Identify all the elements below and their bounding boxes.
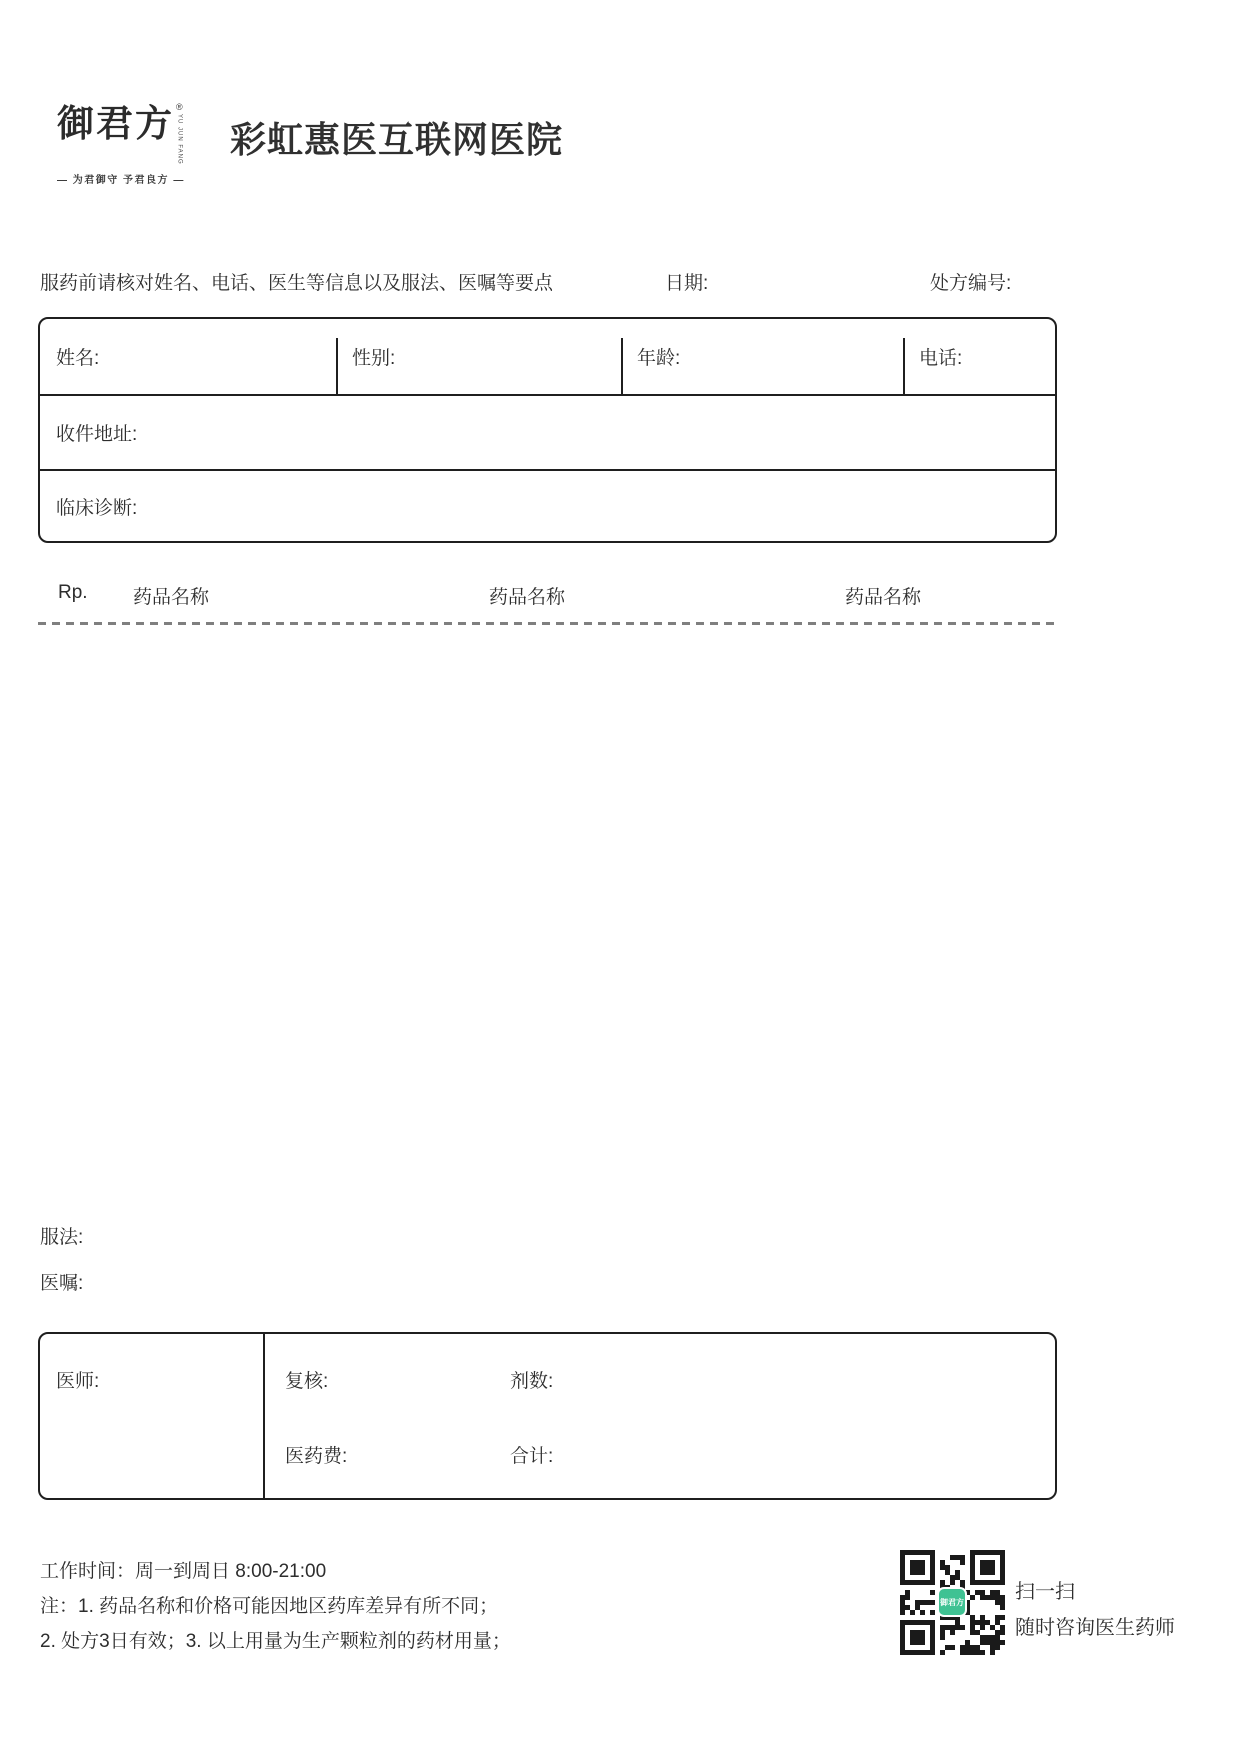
- doses-label: 剂数:: [510, 1371, 554, 1392]
- gender-field: [336, 319, 621, 394]
- name-field: [40, 319, 336, 394]
- drug-name-column-3: 药品名称: [845, 587, 922, 608]
- scan-hint: 扫一扫: [1015, 1581, 1075, 1603]
- cell-divider: [903, 338, 905, 394]
- total-label: 合计:: [510, 1446, 554, 1467]
- doctor-label: 医师:: [56, 1371, 100, 1392]
- qr-center-badge: 御君方: [937, 1587, 967, 1617]
- verification-notice: 服药前请核对姓名、电话、医生等信息以及服法、医嘱等要点: [40, 273, 554, 294]
- patient-info-box: [38, 317, 1057, 543]
- diagnosis-label: 临床诊断:: [56, 497, 138, 519]
- age-field: [621, 319, 903, 394]
- date-label: 日期:: [665, 273, 709, 294]
- brand-logo: [57, 103, 185, 186]
- age-label: 年龄:: [637, 348, 681, 369]
- doctor-cell: [40, 1334, 265, 1498]
- fee-label: 医药费:: [285, 1446, 348, 1467]
- rp-label: Rp.: [58, 582, 88, 603]
- drug-name-column-2: 药品名称: [489, 587, 566, 608]
- review-doses-row: [265, 1366, 1055, 1393]
- scan-subtext: 随时咨询医生药师: [1015, 1617, 1175, 1639]
- gender-label: 性别:: [352, 348, 396, 369]
- brand-name: 御君方: [57, 101, 174, 145]
- note-line-2: 2. 处方3日有效；3. 以上用量为生产颗粒剂的药材用量；: [40, 1631, 511, 1652]
- diagnosis-row: [40, 471, 1055, 541]
- drug-name-column-1: 药品名称: [133, 587, 210, 608]
- signature-box: [38, 1332, 1057, 1500]
- work-hours-line: 工作时间：周一到周日 8:00-21:00: [40, 1561, 327, 1582]
- rx-number-label: 处方编号:: [930, 273, 1012, 294]
- note-line-1: 注：1. 药品名称和价格可能因地区药库差异有所不同；: [40, 1596, 499, 1617]
- review-label: 复核:: [285, 1371, 329, 1392]
- review-totals-cell: [265, 1334, 1055, 1498]
- brand-slogan: — 为君御守 予君良方 —: [57, 174, 185, 186]
- phone-field: [903, 319, 1055, 394]
- address-row: [40, 396, 1055, 471]
- usage-method-label: 服法:: [40, 1227, 84, 1248]
- registered-mark-icon: ®: [176, 102, 183, 112]
- brand-logo-main: [57, 103, 185, 165]
- patient-basic-row: [40, 319, 1055, 396]
- name-label: 姓名:: [56, 348, 100, 369]
- address-label: 收件地址:: [56, 424, 138, 445]
- cell-divider: [336, 338, 338, 394]
- hospital-name: 彩虹惠医互联网医院: [230, 119, 564, 160]
- phone-label: 电话:: [919, 348, 963, 369]
- brand-logo-side: [176, 103, 183, 165]
- qr-code: [900, 1550, 1004, 1654]
- cell-divider: [621, 338, 623, 394]
- doctor-advice-label: 医嘱:: [40, 1273, 84, 1294]
- rx-dashed-separator: [38, 622, 1057, 625]
- fee-total-row: [265, 1441, 1055, 1468]
- brand-latin-text: YU JUN FANG: [176, 114, 183, 165]
